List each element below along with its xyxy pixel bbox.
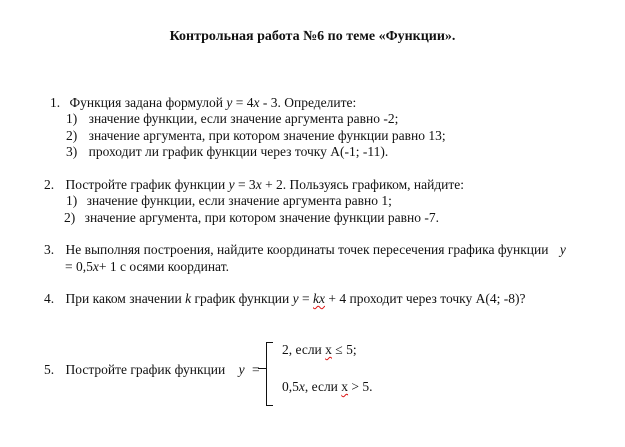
task-1-item-2: 2) значение аргумента, при котором значение функции равно 13; [66,128,446,143]
task-2-number: 2. [44,177,55,192]
piecewise-brace [266,342,273,406]
task-1-item-3: 3) проходит ли график функции через точку А(-1; -11). [66,144,389,159]
task-2-item-1: 1) значение функции, если значение аргумента равно 1; [66,193,392,208]
task-2-statement: 2. Постройте график функции y = 3x + 2. Пользуясь графиком, найдите: [44,177,465,192]
task-3-statement-line-1: 3. Не выполняя построения, найдите координаты точек пересечения графика функции y [44,242,566,257]
piecewise-case-2: 0,5x, если х > 5. [282,379,373,394]
task-1-item-1: 1) значение функции, если значение аргумента равно -2; [66,111,399,126]
task-2-item-2: 2) значение аргумента, при котором значение функции равно -7. [64,210,439,225]
document-title: Контрольная работа №6 по теме «Функции». [169,29,456,44]
task-4-number: 4. [44,291,55,306]
task-4-statement: 4. При каком значении k график функции y = kx + 4 проходит через точку А(4; -8)? [44,291,526,306]
kx-term: kx [313,291,325,306]
task-1-statement: 1. Функция задана формулой y = 4x - 3. Определите: [50,95,357,110]
task-3-number: 3. [44,242,55,257]
task-5-number: 5. [44,362,55,377]
piecewise-brace-tip [258,368,266,369]
piecewise-case-1: 2, если х ≤ 5; [282,342,357,357]
task-1-number: 1. [50,95,61,110]
task-5-statement: 5. Постройте график функции y = [44,362,260,377]
task-3-statement-line-2: = 0,5x+ 1 с осями координат. [65,259,229,274]
